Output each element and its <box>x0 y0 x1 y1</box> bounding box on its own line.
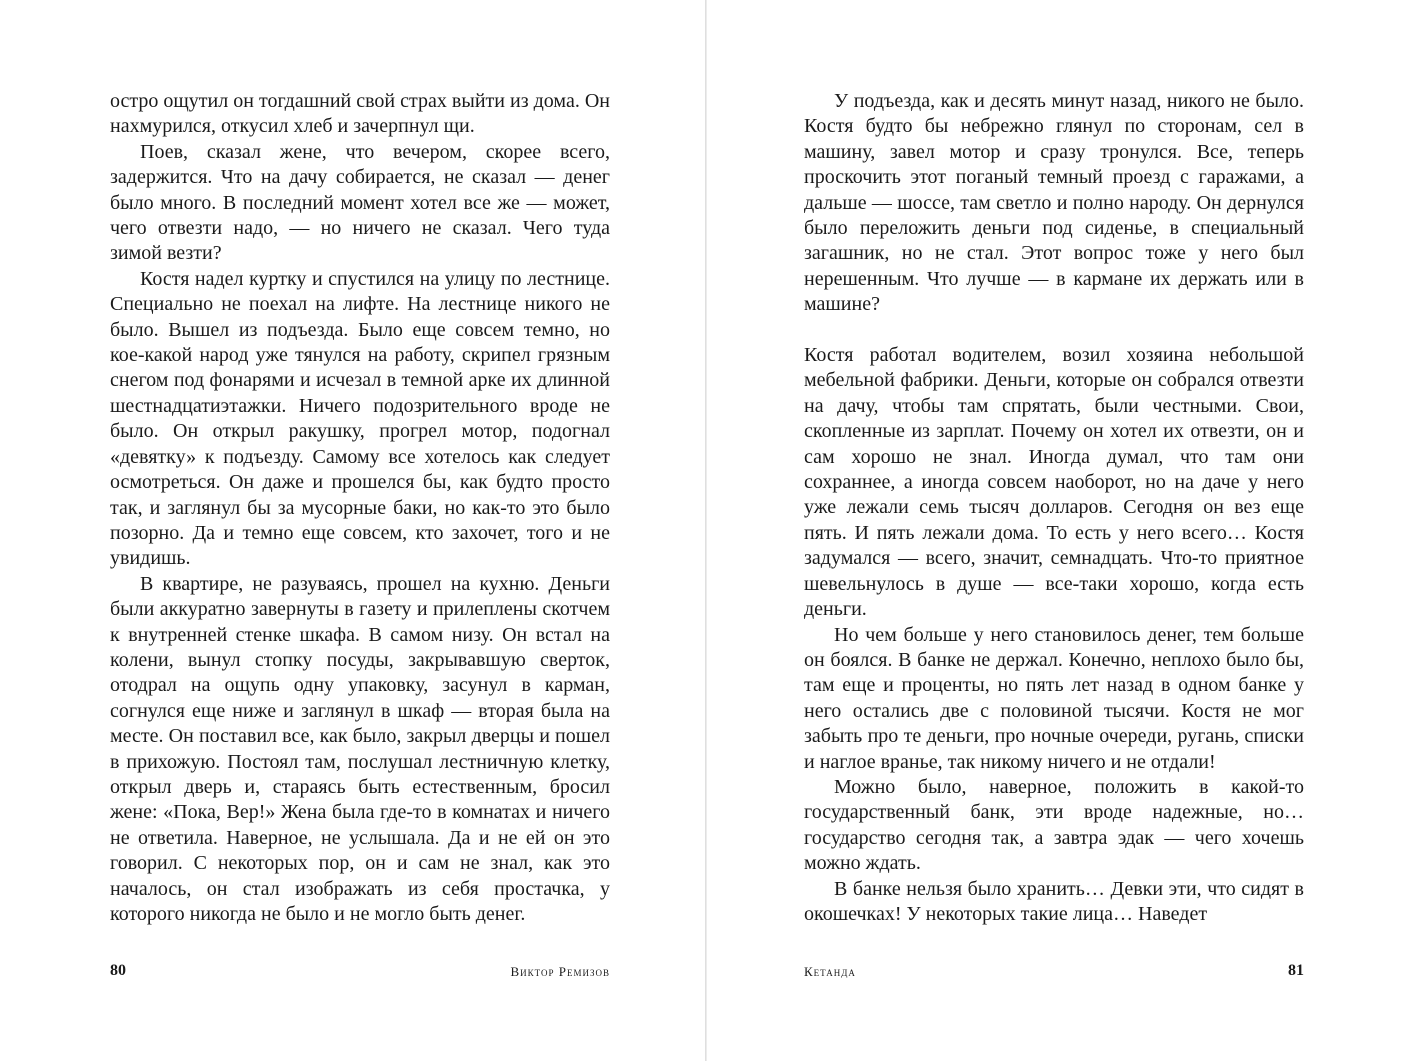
left-page-text <box>110 89 610 927</box>
paragraph: Костя надел куртку и спустился на улицу по лестнице. Специально не поехал на лифте. На лестнице никого не было. Вышел из подъезда. Было еще совсем темно, но кое-какой народ уже тянулся на работу, скрипел грязным снегом под фонарями и исчезал в темной арке их длинной шестнадцатиэтажки. Ничего подозрительного вроде не было. Он открыл ракушку, прогрел мотор, подогнал «девятку» к подъезду. Самому все хотелось как следует осмотреться. Он даже и прошелся бы, как будто просто так, и заглянул бы за мусорные баки, но как-то это было позорно. Да и темно еще совсем, кто захочет, того и не увидишь. <box>110 267 610 570</box>
paragraph: Но чем больше у него становилось денег, тем больше он боялся. В банке не держал. Конечно, неплохо было бы, там еще и проценты, но пять лет назад в одном банке у него остались две с половиной тысячи. Костя не мог забыть про те деньги, про ночные очереди, ругань, списки и наглое вранье, так никому ничего и не отдали! <box>804 623 1304 773</box>
paragraph: остро ощутил он тогдашний свой страх выйти из дома. Он нахмурился, откусил хлеб и зачерпнул щи. <box>110 90 610 138</box>
right-page-text <box>804 89 1304 927</box>
paragraph: У подъезда, как и десять минут назад, никого не было. Костя будто бы небрежно глянул по сторонам, сел в машину, завел мотор и сразу тронулся. Все, теперь проскочить этот поганый темный проезд с гаражами, а дальше — шоссе, там светло и полно народу. Он дернулся было переложить деньги под сиденье, в специальный загашник, но не стал. Этот вопрос тоже у него был нерешенным. Что лучше — в кармане их держать или в машине? <box>804 90 1304 316</box>
running-head-author: Виктор Ремизов <box>510 964 610 979</box>
left-page <box>110 89 610 927</box>
paragraph: Поев, сказал жене, что вечером, скорее всего, задержится. Что на дачу собирается, не сказал — денег было много. В последний момент хотел все же — может, чего отвезти надо, — но ничего не сказал. Чего туда зимой везти? <box>110 140 610 265</box>
paragraph: Можно было, наверное, положить в какой-то государственный банк, эти вроде надежные, но… государство сегодня так, а завтра эдак — чего хочешь можно ждать. <box>804 775 1304 875</box>
section-break <box>804 318 1304 343</box>
left-page-footer <box>110 962 610 982</box>
page-number-right: 81 <box>1288 962 1304 979</box>
running-head-title: Кетанда <box>804 964 856 979</box>
paragraph: Костя работал водителем, возил хозяина небольшой мебельной фабрики. Деньги, которые он собрался отвезти на дачу, чтобы там спрятать, были честными. Свои, скопленные из зарплат. Почему он хотел их отвезти, он и сам хорошо не знал. Иногда думал, что там они сохраннее, а иногда совсем наоборот, но на даче у него уже лежали семь тысяч долларов. Сегодня он вез еще пять. И пять лежали дома. То есть у него всего… Костя задумался — всего, значит, семнадцать. Что-то приятное шевельнулось в душе — все-таки хорошо, когда есть деньги. <box>804 344 1304 621</box>
right-page-footer <box>804 962 1304 982</box>
book-gutter <box>705 0 707 1061</box>
paragraph: В квартире, не разуваясь, прошел на кухню. Деньги были аккуратно завернуты в газету и прилеплены скотчем к внутренней стенке шкафа. В самом низу. Он встал на колени, вынул стопку посуды, закрывавшую сверток, отодрал на ощупь одну упаковку, засунул в карман, согнулся еще ниже и заглянул в шкаф — вторая была на месте. Он поставил все, как было, закрыл дверцы и пошел в прихожую. Постоял там, послушал лестничную клетку, открыл дверь и, стараясь быть естественным, бросил жене: «Пока, Вер!» Жена была где-то в комнатах и ничего не ответила. Наверное, не услышала. Да и не ей он это говорил. С некоторых пор, он и сам не знал, как это началось, он стал изображать из себя простачка, у которого никогда не было и не могло быть денег. <box>110 572 610 925</box>
right-page <box>804 89 1304 927</box>
page-number-left: 80 <box>110 962 126 979</box>
paragraph: В банке нельзя было хранить… Девки эти, что сидят в окошечках! У некоторых такие лица… Наведет <box>804 877 1304 925</box>
